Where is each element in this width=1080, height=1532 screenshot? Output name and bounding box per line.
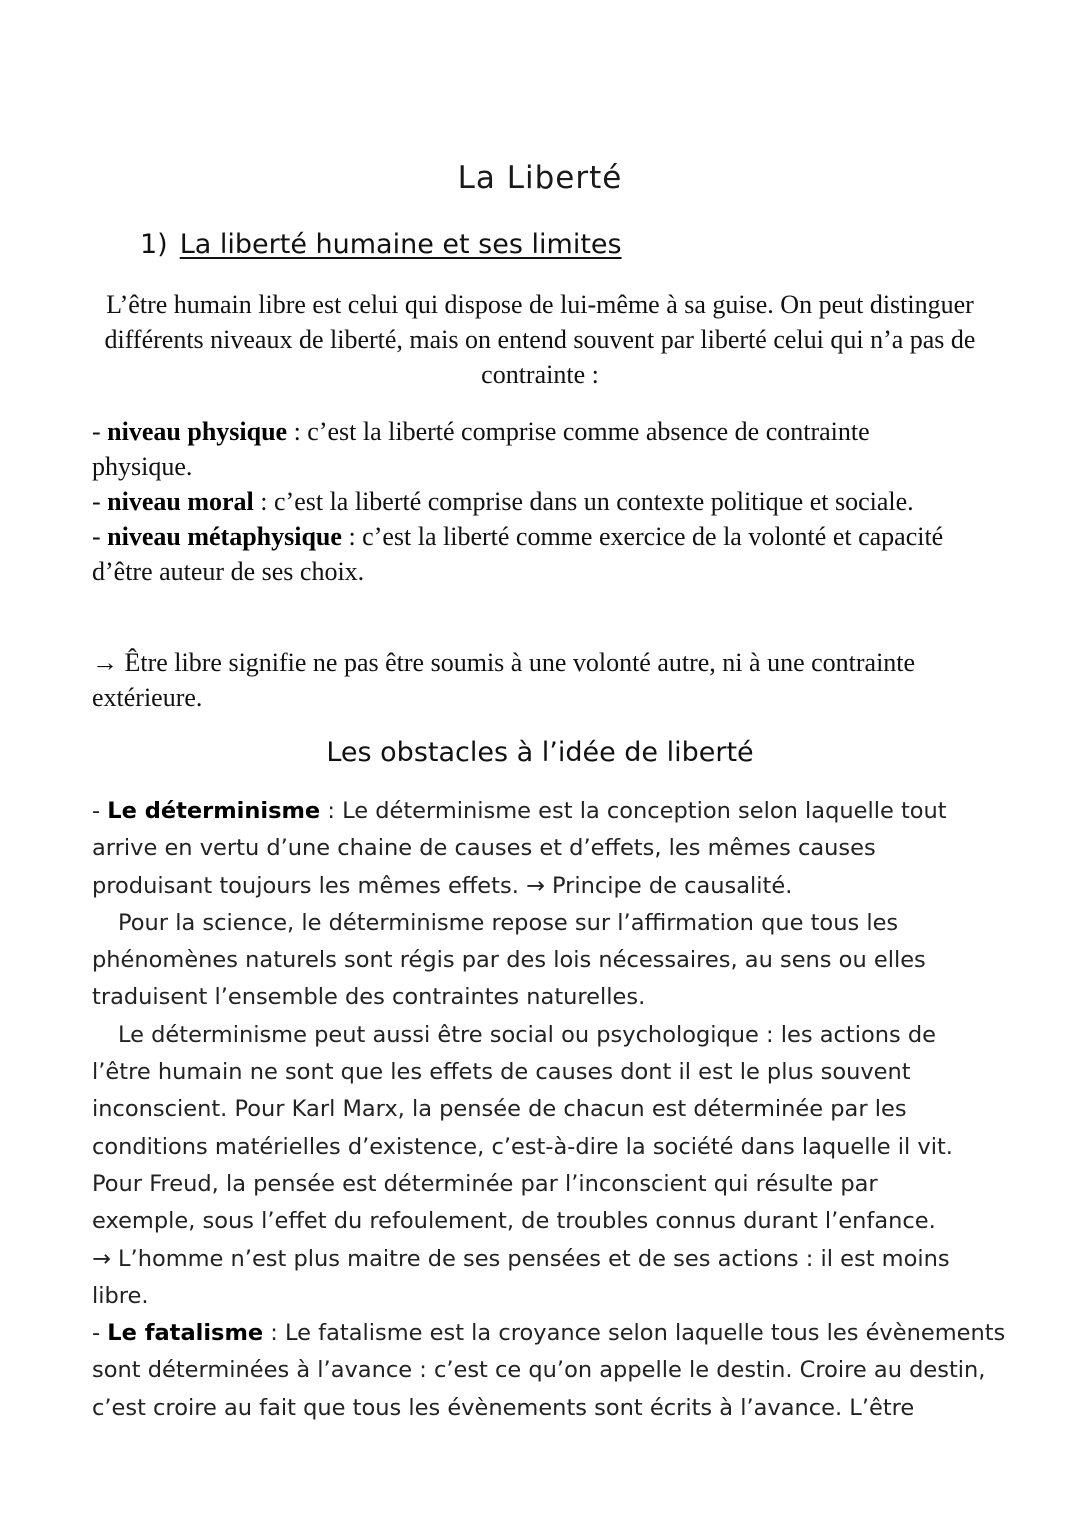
text-line: Pour la science, le déterminisme repose sur l’affirmation que tous les	[118, 909, 899, 936]
level-term: niveau physique	[107, 417, 288, 446]
list-item: - niveau physique : c’est la liberté comprise comme absence de contrainte physique.	[92, 417, 870, 481]
intro-paragraph: L’être humain libre est celui qui dispose de lui-même à sa guise. On peut distinguer différents niveaux de liberté, mais on entend souvent par liberté celui qui n’a pas de contrainte :	[104, 290, 976, 389]
text-line: libre.	[92, 1282, 149, 1309]
section-number: 1)	[140, 229, 168, 260]
obstacles-heading: Les obstacles à l’idée de liberté	[326, 737, 754, 768]
level-text: : c’est la liberté comprise dans un contexte politique et sociale.	[253, 487, 914, 516]
text-line: conditions matérielles d’existence, c’est-à-dire la société dans laquelle il vit.	[92, 1133, 953, 1160]
list-item: - niveau moral : c’est la liberté comprise dans un contexte politique et sociale.	[92, 487, 914, 516]
level-term: niveau moral	[107, 487, 254, 516]
text-line: Le déterminisme peut aussi être social ou psychologique : les actions de	[118, 1021, 937, 1048]
text-line: - Le fatalisme : Le fatalisme est la croyance selon laquelle tous les évènements	[92, 1320, 1006, 1347]
fatalisme-term: Le fatalisme	[107, 1320, 264, 1347]
text-line: inconscient. Pour Karl Marx, la pensée de chacun est déterminée par les	[92, 1096, 907, 1123]
text-line: phénomènes naturels sont régis par des lois nécessaires, au sens ou elles	[92, 947, 926, 974]
level-text: : c’est la liberté comme exercice de la volonté et capacité d’être auteur de ses choix.	[92, 522, 944, 586]
page-title: La Liberté	[457, 160, 623, 196]
section-title: La liberté humaine et ses limites	[179, 229, 622, 260]
text-line: → L’homme n’est plus maitre de ses pensées et de ses actions : il est moins	[92, 1245, 950, 1272]
text-line: c’est croire au fait que tous les évènements sont écrits à l’avance. L’être	[92, 1394, 915, 1421]
text-line: produisant toujours les mêmes effets. → Principe de causalité.	[92, 872, 793, 899]
list-item: - niveau métaphysique : c’est la liberté comme exercice de la volonté et capacité d’être auteur de ses choix.	[92, 522, 944, 586]
determinisme-term: Le déterminisme	[107, 798, 321, 824]
obstacles-body	[92, 793, 1006, 1427]
text-line: - Le déterminisme : Le déterminisme est la conception selon laquelle tout	[92, 798, 947, 824]
conclusion-paragraph	[92, 645, 972, 715]
section-heading	[140, 229, 622, 260]
level-term: niveau métaphysique	[107, 522, 342, 551]
text-line: traduisent l’ensemble des contraintes naturelles.	[92, 984, 646, 1011]
text-line: arrive en vertu d’une chaine de causes et d’effets, les mêmes causes	[92, 835, 876, 862]
level-text: : c’est la liberté comprise comme absence de contrainte physique.	[92, 417, 870, 481]
text-line: Pour Freud, la pensée est déterminée par l’inconscient qui résulte par	[92, 1170, 878, 1197]
text-line: exemple, sous l’effet du refoulement, de troubles connus durant l’enfance.	[92, 1208, 936, 1235]
text-line: sont déterminées à l’avance : c’est ce qu’on appelle le destin. Croire au destin,	[92, 1357, 986, 1384]
text-line: l’être humain ne sont que les effets de causes dont il est le plus souvent	[92, 1059, 911, 1086]
levels-list	[92, 414, 972, 589]
conclusion-text: → Être libre signifie ne pas être soumis à une volonté autre, ni à une contrainte extérieure.	[92, 648, 916, 712]
